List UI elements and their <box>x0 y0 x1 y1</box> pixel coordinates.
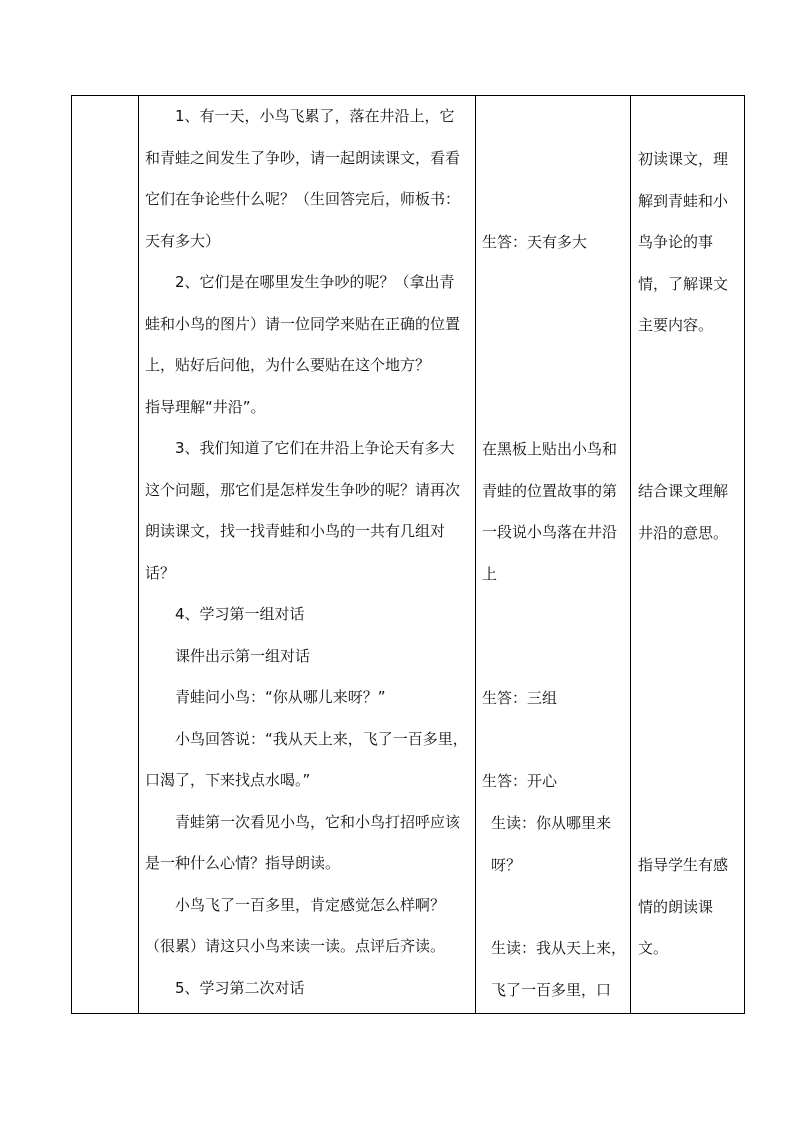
design-intent-cell <box>631 96 745 1014</box>
student-reading-2: 生读：我从天上来，飞了一百多里，口 <box>491 939 627 999</box>
student-reading-1: 生读：你从哪里来呀？ <box>491 814 612 874</box>
teaching-paragraph-p3: 3、我们知道了它们在井沿上争论天有多大这个问题，那它们是怎样发生争吵的呢？请再次朗读课文，找一找青蛙和小鸟的一共有几组对话？ <box>145 439 461 582</box>
teaching-paragraph-p2b: 指导理解“井沿”。 <box>145 397 266 416</box>
student-answer-2: 生答：三组 <box>482 689 558 707</box>
teaching-paragraph-p7: 小鸟回答说：“我从天上来，飞了一百多里，口渴了，下来找点水喝。” <box>145 729 468 789</box>
teaching-paragraph-p5: 课件出示第一组对话 <box>175 646 311 665</box>
design-intent-3: 指导学生有感情的朗读课文。 <box>638 856 729 957</box>
design-intent-1: 初读课文，理解到青蛙和小鸟争论的事情，了解课文主要内容。 <box>638 150 729 334</box>
teaching-paragraph-p9: 小鸟飞了一百多里，肯定感觉怎么样啊？（很累）请这只小鸟来读一读。点评后齐读。 <box>145 895 446 955</box>
student-answer-1: 生答：天有多大 <box>482 233 588 251</box>
design-intent-2: 结合课文理解井沿的意思。 <box>638 482 729 542</box>
student-activity-cell <box>476 96 631 1014</box>
teaching-paragraph-p6: 青蛙问小鸟：“你从哪儿来呀？” <box>175 688 386 706</box>
teaching-paragraph-p10: 5、学习第二次对话 <box>175 978 305 997</box>
student-answer-3: 生答：开心 <box>482 772 558 790</box>
teaching-process-cell <box>139 96 476 1014</box>
teaching-paragraph-p4: 4、学习第一组对话 <box>175 605 305 623</box>
teaching-process-text <box>139 96 475 1009</box>
teaching-paragraph-p1: 1、有一天，小鸟飞累了，落在井沿上，它和青蛙之间发生了争吵，请一起朗读课文，看看它们在争论些什么呢？（生回答完后，师板书：天有多大） <box>145 107 461 250</box>
table-row <box>72 96 745 1014</box>
student-activity-2: 在黑板上贴出小鸟和青蛙的位置故事的第一段说小鸟落在井沿上 <box>482 440 618 583</box>
teaching-paragraph-p8: 青蛙第一次看见小鸟，它和小鸟打招呼应该是一种什么心情？指导朗读。 <box>145 812 461 872</box>
teaching-paragraph-p2: 2、它们是在哪里发生争吵的呢？（拿出青蛙和小鸟的图片）请一位同学来贴在正确的位置上，贴好后问他，为什么要贴在这个地方？ <box>145 273 461 374</box>
blank-column-cell <box>72 96 139 1014</box>
lesson-plan-table <box>71 95 745 1014</box>
